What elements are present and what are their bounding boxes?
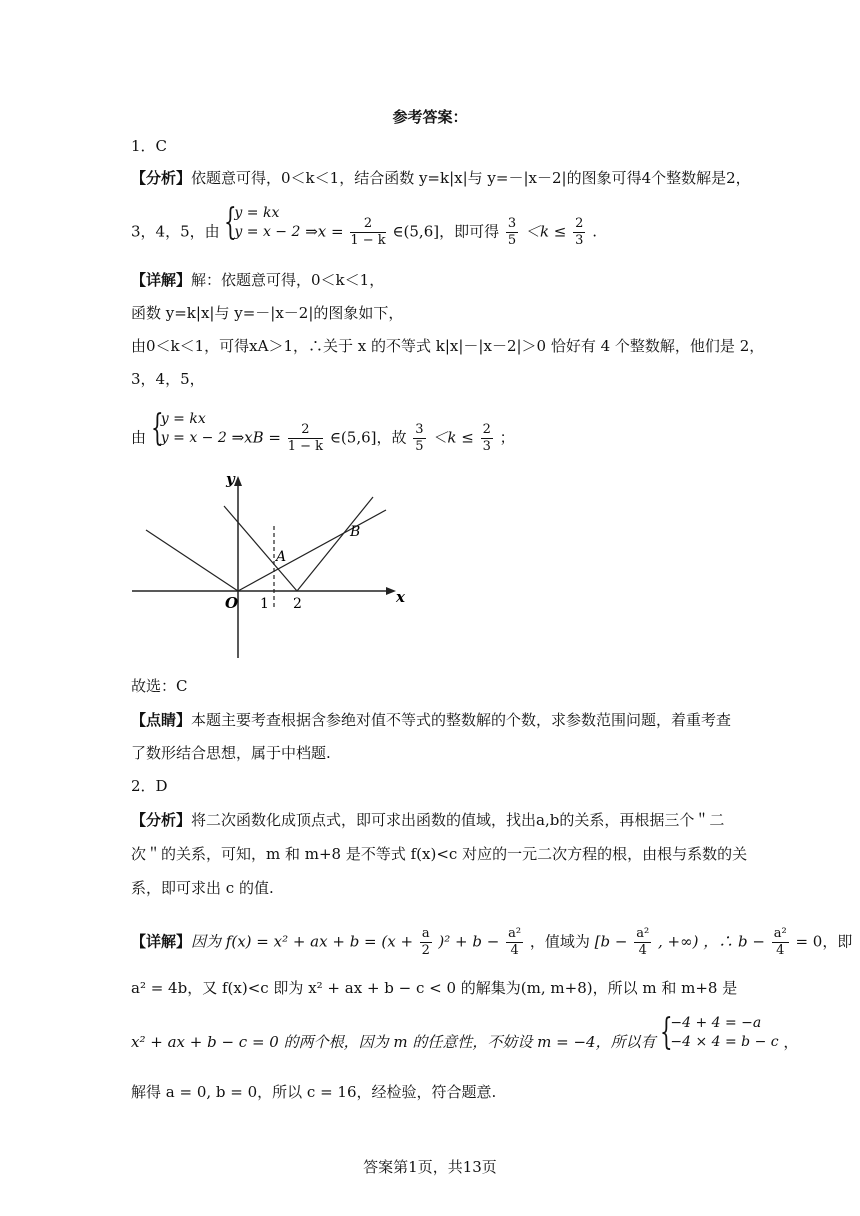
fraction-numerator: 2 (575, 216, 584, 231)
q1-semicolon: ； (499, 428, 515, 447)
fraction-numerator: 2 (350, 216, 385, 233)
q1-detail-line-1 (131, 270, 384, 290)
q1-detail-text-1: 解：依题意可得，0＜k＜1， (191, 271, 385, 289)
q1-period: . (592, 222, 598, 241)
y-axis-arrow (234, 476, 242, 486)
fraction-denominator: 4 (510, 943, 519, 958)
system-row-2: y = x − 2 (160, 429, 227, 446)
q2-detail-text-1e: [b − (594, 932, 628, 951)
q2-detail-tag: 【详解】 (131, 932, 192, 951)
brace-symbol: { (224, 201, 238, 243)
system-row-2: y = x − 2 (234, 223, 301, 240)
q2-analysis-line-2: 次＂的关系，可知，m 和 m+8 是不等式 f(x)<c 对应的一元二次方程的根，由根与系数的关 (131, 845, 748, 863)
q1-detail-line-2: 函数 y=k|x|与 y=－|x－2|的图象如下， (131, 304, 404, 322)
q2-detail-line-3 (131, 1012, 799, 1053)
q2-detail-text-1a: 因为 f(x) = x² + ax + b = (191, 932, 377, 951)
q2-detail-text-3a: x² + ax + b − c = 0 的两个根，因为 m 的任意性，不妨设 m = −4，所以有 (131, 1033, 656, 1051)
line-abs-x-minus-2-right (297, 497, 373, 591)
fraction-denominator: 5 (507, 233, 517, 248)
fraction-2-over-3 (481, 422, 493, 455)
fraction-denominator: 1 − k (350, 233, 386, 248)
system-row-1: y = kx (234, 204, 280, 221)
brace-symbol: { (660, 1012, 673, 1053)
fraction-a2-over-4 (506, 926, 523, 959)
q2-detail-text-1b: (x + (381, 932, 414, 951)
system-row-1: y = kx (160, 410, 206, 427)
fraction-denominator: 3 (575, 233, 584, 248)
q1-comment-text-1: 本题主要考查根据含参绝对值不等式的整数解的个数，求参数范围问题，着重考查 (191, 711, 732, 729)
q2-analysis-text-1: 将二次函数化成顶点式，即可求出函数的值域，找出a,b的关系，再根据三个＂二 (191, 811, 725, 829)
q2-detail-line-1 (131, 926, 852, 959)
x-axis-label: x (396, 588, 405, 606)
fraction-denominator: 1 − k (287, 439, 324, 454)
q1-detail-tag: 【详解】 (131, 271, 192, 289)
fraction-2-over-3 (573, 216, 585, 249)
system-row-2: −4 × 4 = b − c (670, 1034, 779, 1050)
q2-equation-system (660, 1014, 778, 1052)
q1-k-range: ＜k ≤ (524, 222, 567, 241)
point-a-label: A (276, 549, 287, 565)
q1-analysis-text-2a: 3，4，5，由 (131, 222, 220, 241)
system-row-1: −4 + 4 = −a (670, 1015, 762, 1031)
q1-equation-system (224, 201, 301, 243)
q1-analysis-tag: 【分析】 (131, 169, 192, 187)
point-b-label: B (350, 524, 361, 540)
q2-detail-line-4: 解得 a = 0, b = 0，所以 c = 16，经检验，符合题意. (131, 1083, 497, 1101)
q1-choose: 故选：C (131, 677, 188, 695)
q1-implies-x: ⇒x = (305, 222, 344, 241)
q2-detail-text-1d: ，值域为 (529, 932, 590, 951)
q2-answer: 2．D (131, 777, 168, 795)
fraction-a2-over-4-range (634, 926, 651, 959)
q1-detail-line-5 (131, 407, 515, 455)
fraction-denominator: 4 (776, 943, 785, 958)
page-title: 参考答案： (392, 108, 468, 126)
fraction-a2-over-4-conclusion (772, 926, 789, 959)
q1-interval-2: ∈(5,6]，故 (329, 428, 407, 447)
fraction-numerator: 3 (415, 422, 424, 437)
fraction-a-over-2 (420, 926, 432, 959)
y-axis-label: y (226, 470, 235, 488)
q1-analysis-line-2 (131, 201, 598, 249)
brace-symbol: { (150, 407, 164, 449)
q1-detail-line-3: 由0＜k＜1，可得xA＞1，∴关于 x 的不等式 k|x|－|x－2|＞0 恰好有 4 个整数解，他们是 2， (131, 337, 765, 355)
fraction-numerator: a² (773, 926, 787, 941)
q1-k-range-2: ＜k ≤ (432, 428, 474, 447)
fraction-denominator: 2 (421, 943, 430, 958)
fraction-numerator: a² (508, 926, 522, 941)
x-axis-arrow (386, 587, 396, 595)
fraction-numerator: a² (636, 926, 650, 941)
q2-analysis-tag: 【分析】 (131, 811, 192, 829)
fraction-numerator: a (421, 926, 430, 941)
q2-detail-text-1c: )² + b − (438, 932, 500, 951)
fraction-denominator: 4 (638, 943, 647, 958)
q2-detail-line-2: a² = 4b，又 f(x)<c 即为 x² + ax + b − c < 0 的解集为(m, m+8)，所以 m 和 m+8 是 (131, 979, 738, 997)
q2-detail-text-3b: ， (783, 1033, 799, 1051)
q1-implies-xb: ⇒xB = (231, 428, 281, 447)
q2-detail-text-1g: ，∴ b − (703, 932, 765, 951)
q2-detail-text-1f: , +∞) (657, 932, 699, 951)
q1-detail-line-4: 3，4，5， (131, 370, 205, 388)
q2-analysis-line-3: 系，即可求出 c 的值. (131, 879, 274, 897)
q1-interval: ∈(5,6]，即可得 (392, 222, 500, 241)
fraction-3-over-5 (506, 216, 518, 249)
q1-equation-system-2 (150, 407, 227, 449)
function-graph (128, 468, 408, 664)
page-footer: 答案第1页，共13页 (363, 1158, 497, 1176)
fraction-denominator: 3 (482, 439, 491, 454)
q2-analysis-line-1 (131, 810, 724, 830)
q1-analysis-line-1 (131, 168, 751, 188)
q1-comment-line-2: 了数形结合思想，属于中档题. (131, 744, 331, 762)
line-k-abs-x-right (238, 510, 386, 591)
fraction-3-over-5 (413, 422, 425, 455)
fraction-numerator: 3 (507, 216, 517, 231)
q1-analysis-text-1: 依题意可得，0＜k＜1，结合函数 y=k|x|与 y=－|x－2|的图象可得4个整数解是2， (191, 169, 751, 187)
tick-label-2: 2 (293, 596, 302, 612)
line-k-abs-x-left (146, 530, 238, 591)
q1-comment-tag: 【点睛】 (131, 711, 192, 729)
q1-detail-text-5a: 由 (131, 428, 147, 447)
q1-comment-line-1 (131, 710, 731, 730)
fraction-numerator: 2 (288, 422, 323, 439)
q1-answer: 1．C (131, 137, 168, 155)
fraction-denominator: 5 (415, 439, 424, 454)
tick-label-1: 1 (260, 596, 269, 612)
origin-label: O (225, 594, 239, 612)
fraction-2-over-1-minus-k (350, 216, 385, 249)
fraction-numerator: 2 (482, 422, 491, 437)
q2-detail-text-1h: = 0，即 (795, 932, 853, 951)
fraction-2-over-1-minus-k (288, 422, 323, 455)
